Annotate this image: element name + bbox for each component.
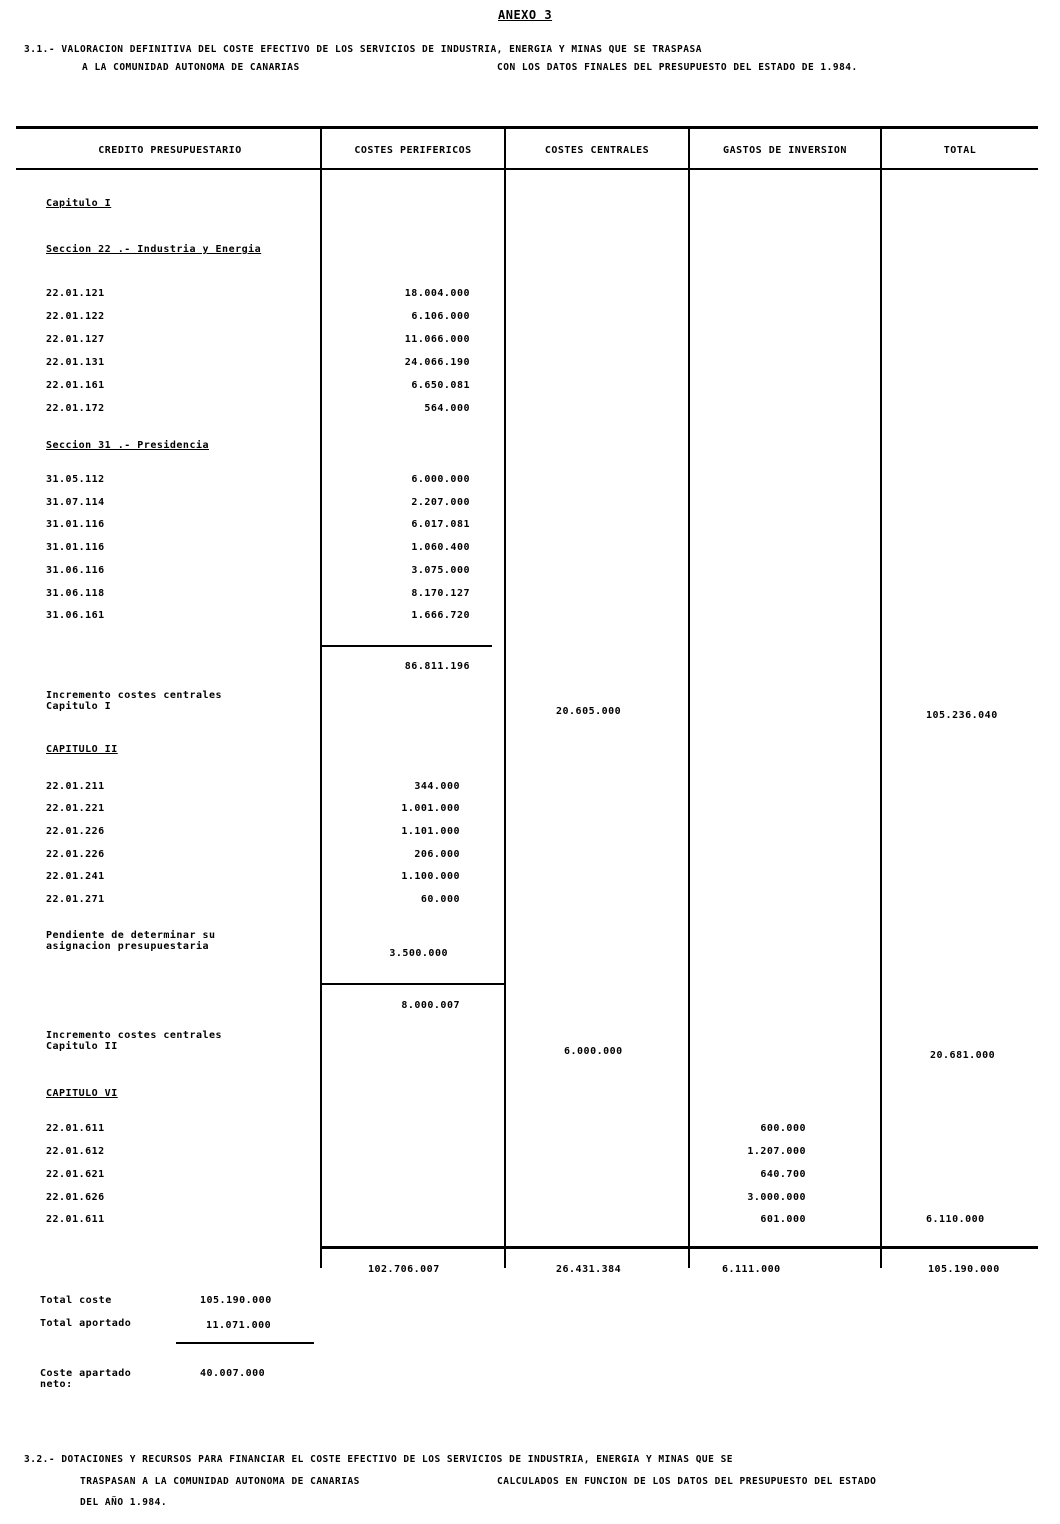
total-inversion: 6.111.000 [722,1264,781,1275]
summary-aportado-label: Total aportado [40,1318,132,1329]
cap1-subtotal: 86.811.196 [404,661,470,672]
table-row-code: 22.01.121 [46,288,105,299]
cap6-title: CAPITULO VI [46,1088,118,1099]
table-row-value: 6.106.000 [411,311,470,322]
cap2-central-value: 6.000.000 [564,1046,623,1057]
summary-aportado-value: 11.071.000 [206,1320,272,1331]
table-top-rule [16,126,1038,129]
table-row-code: 22.01.226 [46,849,105,860]
cap1-total-value: 105.236.040 [926,710,998,721]
cap2-total-value: 20.681.000 [930,1050,996,1061]
table-header-rule [16,168,1038,170]
intro-line-2a: A LA COMUNIDAD AUTONOMA DE CANARIAS [82,62,300,73]
table-row-code: 22.01.241 [46,871,105,882]
table-row-value: 344.000 [414,781,460,792]
cap1-subtotal-rule [322,645,492,647]
table-row-code: 22.01.122 [46,311,105,322]
table-row-code: 22.01.271 [46,894,105,905]
table-row-code: 22.01.221 [46,803,105,814]
table-row-value: 1.666.720 [411,610,470,621]
col-divider-3 [688,126,690,1268]
table-row-code: 31.01.116 [46,542,105,553]
table-row-value: 3.075.000 [411,565,470,576]
table-row-code: 22.01.226 [46,826,105,837]
cap1-central-label: Incremento costes centrales Capitulo I [46,690,223,712]
table-row-value: 1.001.000 [401,803,460,814]
table-row-value: 2.207.000 [411,497,470,508]
table-row-code: 22.01.626 [46,1192,105,1203]
total-periferico: 102.706.007 [368,1264,440,1275]
summary-neto-value: 40.007.000 [200,1368,266,1379]
col-divider-2 [504,126,506,1268]
totals-rule [322,1246,1038,1249]
table-row-code: 22.01.621 [46,1169,105,1180]
table-row-value: 6.000.000 [411,474,470,485]
cap2-subtotal-rule [322,983,504,985]
cap1-central-value: 20.605.000 [556,706,622,717]
footer-line-2b: CALCULADOS EN FUNCION DE LOS DATOS DEL PRESUPUESTO DEL ESTADO [497,1476,877,1487]
table-row-code: 31.06.161 [46,610,105,621]
cap2-pending-label: Pendiente de determinar su asignacion presupuestaria [46,930,216,952]
table-row-code: 31.06.118 [46,588,105,599]
table-row-value: 564.000 [424,403,470,414]
header-credito: CREDITO PRESUPUESTARIO [98,145,242,156]
table-row-code: 22.01.211 [46,781,105,792]
summary-neto-label: Coste apartado neto: [40,1368,132,1390]
cap6-total-value: 6.110.000 [926,1214,985,1225]
table-row-value: 6.017.081 [411,519,470,530]
table-row-value: 206.000 [414,849,460,860]
header-central: COSTES CENTRALES [544,145,650,156]
intro-line-1: 3.1.- VALORACION DEFINITIVA DEL COSTE EFECTIVO DE LOS SERVICIOS DE INDUSTRIA, ENERGIA Y MINAS QUE SE TRASPASA [24,44,702,55]
total-central: 26.431.384 [556,1264,622,1275]
footer-line-3: DEL AÑO 1.984. [80,1497,168,1508]
table-row-value: 3.000.000 [747,1192,806,1203]
cap2-pending-value: 3.500.000 [389,948,448,959]
cap2-title: CAPITULO II [46,744,118,755]
header-total: TOTAL [943,145,977,156]
table-row-value: 24.066.190 [404,357,470,368]
summary-coste-value: 105.190.000 [200,1295,272,1306]
table-row-code: 22.01.127 [46,334,105,345]
table-row-value: 601.000 [760,1214,806,1225]
table-row-code: 22.01.131 [46,357,105,368]
table-row-code: 22.01.611 [46,1214,105,1225]
footer-line-2a: TRASPASAN A LA COMUNIDAD AUTONOMA DE CANARIAS [80,1476,360,1487]
cap1-section-2: Seccion 31 .- Presidencia [46,440,210,451]
summary-rule [176,1342,314,1344]
table-row-value: 8.170.127 [411,588,470,599]
table-row-value: 640.700 [760,1169,806,1180]
cap2-central-label: Incremento costes centrales Capitulo II [46,1030,223,1052]
intro-line-2b: CON LOS DATOS FINALES DEL PRESUPUESTO DEL ESTADO DE 1.984. [497,62,858,73]
table-row-value: 600.000 [760,1123,806,1134]
summary-coste-label: Total coste [40,1295,112,1306]
header-inversion: GASTOS DE INVERSION [723,145,847,156]
table-row-value: 1.101.000 [401,826,460,837]
table-row-value: 1.060.400 [411,542,470,553]
cap1-section-1: Seccion 22 .- Industria y Energia [46,244,262,255]
col-divider-4 [880,126,882,1268]
table-row-value: 6.650.081 [411,380,470,391]
table-row-value: 11.066.000 [404,334,470,345]
table-row-value: 1.100.000 [401,871,460,882]
table-row-code: 22.01.612 [46,1146,105,1157]
table-row-code: 31.05.112 [46,474,105,485]
table-row-code: 22.01.172 [46,403,105,414]
table-row-code: 31.06.116 [46,565,105,576]
table-row-value: 1.207.000 [747,1146,806,1157]
table-row-code: 31.07.114 [46,497,105,508]
table-row-code: 31.01.116 [46,519,105,530]
cap2-subtotal: 8.000.007 [401,1000,460,1011]
table-row-code: 22.01.611 [46,1123,105,1134]
table-row-value: 60.000 [420,894,460,905]
cap1-title: Capitulo I [46,198,112,209]
header-periferico: COSTES PERIFERICOS [354,145,472,156]
table-row-value: 18.004.000 [404,288,470,299]
page-title: ANEXO 3 [498,8,553,22]
col-divider-1 [320,126,322,1268]
total-general: 105.190.000 [928,1264,1000,1275]
table-row-code: 22.01.161 [46,380,105,391]
footer-line-1: 3.2.- DOTACIONES Y RECURSOS PARA FINANCIAR EL COSTE EFECTIVO DE LOS SERVICIOS DE INDUSTRIA, ENERGIA Y MINAS QUE SE [24,1454,734,1465]
